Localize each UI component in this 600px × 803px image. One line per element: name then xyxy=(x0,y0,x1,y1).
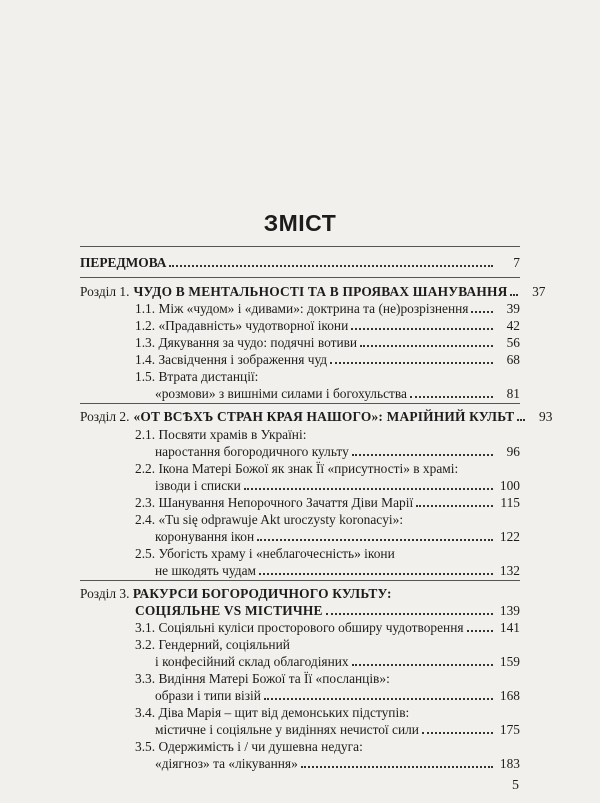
entry-page: 37 xyxy=(532,284,546,299)
part-label: Розділ 1. xyxy=(80,284,130,299)
leader-dots xyxy=(471,310,493,313)
toc-entry[interactable] xyxy=(135,334,520,351)
leader-dots xyxy=(351,327,493,330)
toc-part-3-cont[interactable] xyxy=(135,602,520,619)
entry-text: 3.4. Діва Марія – щит від демонських підступів: xyxy=(135,705,410,720)
entry-page: 100 xyxy=(499,478,520,493)
entry-text: 3.5. Одержимість і / чи душевна недуга: xyxy=(135,739,363,754)
entry-text-cont: образи і типи візій xyxy=(155,688,261,703)
toc-entry[interactable] xyxy=(155,755,520,772)
leader-dots xyxy=(416,504,493,507)
leader-dots xyxy=(257,538,493,541)
entry-text: 1.5. Втрата дистанції: xyxy=(135,369,259,384)
toc-entry[interactable] xyxy=(135,351,520,368)
entry-page: 7 xyxy=(513,255,520,270)
entry-text: 2.1. Посвяти храмів в Україні: xyxy=(135,427,307,442)
entry-page: 96 xyxy=(506,444,520,459)
entry-text-cont: містичне і соціяльне у видіннях нечистої сили xyxy=(155,722,419,737)
entry-label: ПЕРЕДМОВА xyxy=(80,255,167,270)
leader-dots xyxy=(244,487,493,490)
entry-text-cont: наростання богородичного культу xyxy=(155,444,349,459)
entry-page: 139 xyxy=(499,603,520,618)
entry-text: 3.1. Соціяльні куліси просторового обширу чудотворення xyxy=(135,620,464,635)
toc-entry[interactable] xyxy=(135,300,520,317)
toc-entry[interactable] xyxy=(135,619,520,636)
leader-dots xyxy=(330,361,493,364)
toc-entry[interactable] xyxy=(155,721,520,738)
leader-dots xyxy=(352,453,493,456)
toc-entry[interactable] xyxy=(155,528,520,545)
entry-text-cont: ізводи і списки xyxy=(155,478,241,493)
entry-page: 168 xyxy=(499,688,520,703)
toc-entry[interactable] xyxy=(155,477,520,494)
divider xyxy=(80,580,520,581)
divider xyxy=(80,246,520,247)
entry-page: 115 xyxy=(500,495,520,510)
leader-dots xyxy=(259,572,493,575)
entry-text: 1.4. Засвідчення і зображення чуд xyxy=(135,352,328,367)
entry-text: 2.5. Убогість храму і «неблагочесність» ікони xyxy=(135,546,395,561)
entry-page: 141 xyxy=(499,620,520,635)
entry-text: 1.3. Дякування за чудо: подячні вотиви xyxy=(135,335,358,350)
entry-page: 122 xyxy=(499,529,520,544)
toc-entry[interactable] xyxy=(135,317,520,334)
page-title: ЗМІСТ xyxy=(263,210,337,236)
leader-dots xyxy=(467,629,493,632)
toc-entry[interactable] xyxy=(155,687,520,704)
toc-entry[interactable] xyxy=(155,385,520,402)
toc-entry-preface[interactable] xyxy=(80,254,520,271)
entry-page: 68 xyxy=(506,352,520,367)
leader-dots xyxy=(352,663,493,666)
leader-dots xyxy=(422,731,493,734)
entry-text: 1.2. «Прадавність» чудотворної ікони xyxy=(135,318,349,333)
part-title-cont: СОЦІЯЛЬНЕ VS МІСТИЧНЕ xyxy=(135,603,323,618)
entry-text: 2.2. Ікона Матері Божої як знак Її «присутності» в храмі: xyxy=(135,461,459,476)
divider xyxy=(80,277,520,278)
entry-text: 2.3. Шанування Непорочного Зачаття Діви Марії xyxy=(135,495,414,510)
entry-text: 3.2. Гендерний, соціяльний xyxy=(135,637,290,652)
leader-dots xyxy=(410,395,493,398)
entry-page: 42 xyxy=(506,318,520,333)
entry-text: 3.3. Видіння Матері Божої та Її «посланців»: xyxy=(135,671,390,686)
entry-page: 39 xyxy=(506,301,520,316)
toc-entry[interactable] xyxy=(155,443,520,460)
entry-text-cont: «діягноз» та «лікування» xyxy=(155,756,298,771)
leader-dots xyxy=(169,264,493,267)
toc-entry[interactable] xyxy=(155,653,520,670)
entry-page: 159 xyxy=(499,654,520,669)
entry-page: 93 xyxy=(539,409,553,424)
part-label: Розділ 2. xyxy=(80,409,130,424)
entry-text-cont: і конфесійний склад облагодіяних xyxy=(155,654,349,669)
toc-entry[interactable] xyxy=(135,494,520,511)
leader-dots xyxy=(360,344,493,347)
divider xyxy=(80,403,520,404)
entry-text-cont: «розмови» з вишніми силами і богохульства xyxy=(155,386,407,401)
leader-dots xyxy=(326,612,493,615)
part-title: РАКУРСИ БОГОРОДИЧНОГО КУЛЬТУ: xyxy=(132,586,392,601)
entry-page: 183 xyxy=(499,756,520,771)
entry-page: 132 xyxy=(499,563,520,578)
toc-part-2[interactable] xyxy=(80,408,553,425)
toc-part-3[interactable] xyxy=(80,585,392,602)
entry-page: 175 xyxy=(499,722,520,737)
entry-text-cont: коронування ікон xyxy=(155,529,255,544)
entry-page: 81 xyxy=(506,386,520,401)
page-number: 5 xyxy=(512,778,519,793)
part-title: «ОТ ВСѢХЪ СТРАН КРАЯ НАШОГО»: МАРІЙНИЙ КУЛЬТ xyxy=(133,409,515,424)
leader-dots xyxy=(517,418,525,421)
toc-part-1[interactable] xyxy=(80,283,546,300)
leader-dots xyxy=(301,765,493,768)
entry-page: 56 xyxy=(506,335,520,350)
leader-dots xyxy=(264,697,493,700)
entry-text: 1.1. Між «чудом» і «дивами»: доктрина та (не)розрізнення xyxy=(135,301,469,316)
toc-entry[interactable] xyxy=(155,562,520,579)
part-title: ЧУДО В МЕНТАЛЬНОСТІ ТА В ПРОЯВАХ ШАНУВАННЯ xyxy=(133,284,508,299)
entry-text-cont: не шкодять чудам xyxy=(155,563,256,578)
entry-text: 2.4. «Tu się odprawuje Akt uroczysty koronacyi»: xyxy=(135,512,404,527)
leader-dots xyxy=(510,293,518,296)
part-label: Розділ 3. xyxy=(80,586,130,601)
